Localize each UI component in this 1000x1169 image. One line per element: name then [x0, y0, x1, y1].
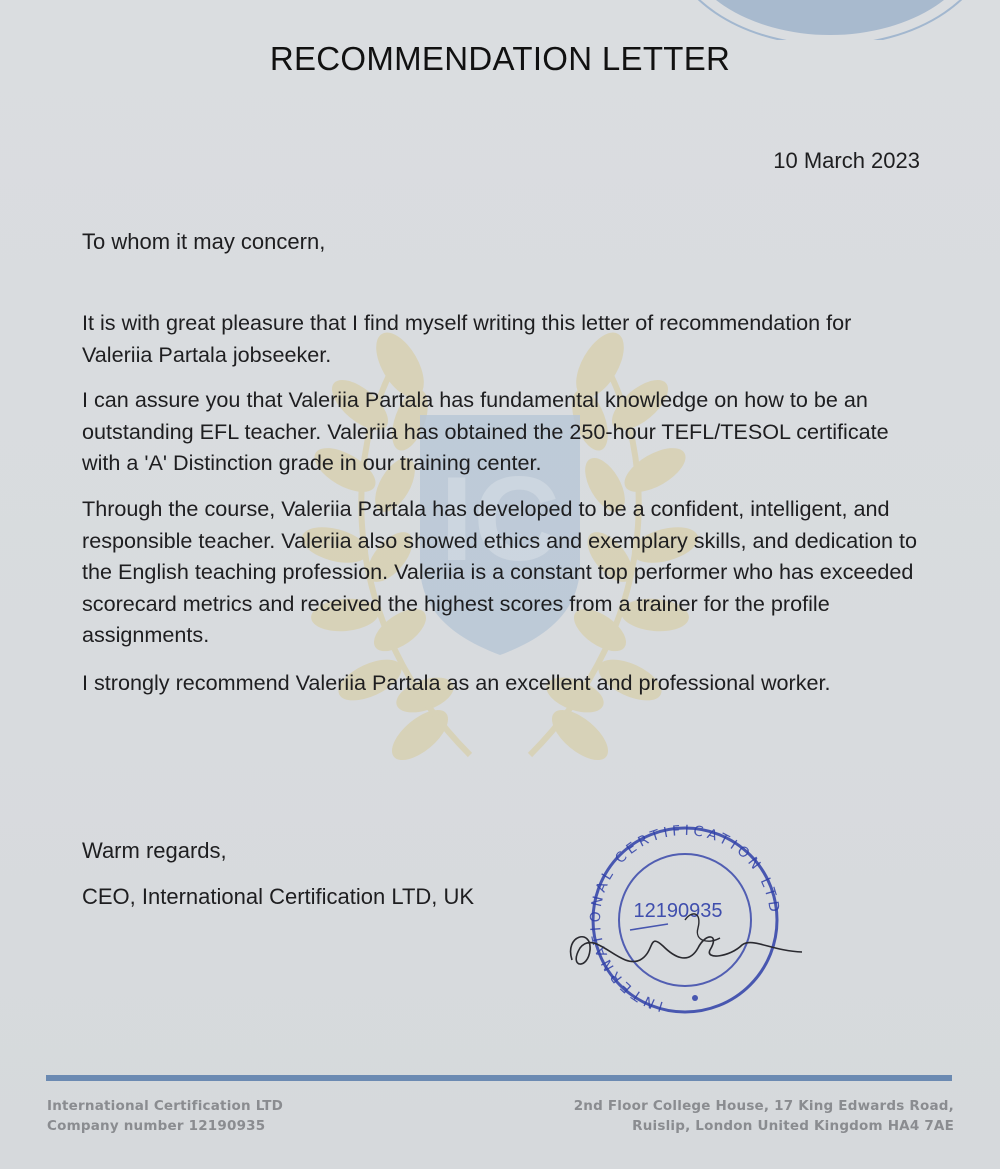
- salutation: To whom it may concern,: [82, 229, 326, 254]
- footer-address-line-2: Ruislip, London United Kingdom HA4 7AE: [632, 1118, 954, 1134]
- footer-company-number: Company number 12190935: [47, 1118, 266, 1134]
- page-title: RECOMMENDATION LETTER: [269, 40, 731, 77]
- watermark-monogram: IC: [440, 452, 560, 586]
- body-paragraph-2: I can assure you that Valeriia Partala has fundamental knowledge on how to be an outstanding EFL teacher. Valeriia has obtained the 250-hour TEFL/TESOL certificate with a 'A' Distinction grade in our training center.: [82, 387, 889, 475]
- footer-address: [574, 1096, 954, 1136]
- footer-company-info: [47, 1096, 283, 1136]
- footer-address-line-1: 2nd Floor College House, 17 King Edwards Road,: [573, 1098, 954, 1114]
- header-logo-arc: [660, 0, 1000, 40]
- footer-divider: [46, 1075, 952, 1081]
- body-paragraph-3: Through the course, Valeriia Partala has developed to be a confident, intelligent, and responsible teacher. Valeriia also showed ethics and exemplary skills, and dedication to the English teaching profession. Valeriia is a constant top performer who has exceeded scorecard metrics and received the highest scores from a trainer for the profile assignments.: [82, 496, 918, 647]
- stamp-number: 12190935: [633, 900, 723, 922]
- footer-company-name: International Certification LTD: [47, 1098, 284, 1114]
- closing: Warm regards,: [82, 838, 227, 863]
- body-paragraph-1: It is with great pleasure that I find myself writing this letter of recommendation for Valeriia Partala jobseeker.: [82, 310, 852, 367]
- body-paragraph-4: I strongly recommend Valeriia Partala as an excellent and professional worker.: [82, 670, 831, 695]
- letter-date: 10 March 2023: [773, 148, 920, 173]
- company-stamp: [560, 820, 810, 1020]
- stamp-ring-textpath: INTERNATIONAL CERTIFICATION LTD: [587, 822, 783, 1014]
- signatory: CEO, International Certification LTD, UK: [82, 884, 475, 909]
